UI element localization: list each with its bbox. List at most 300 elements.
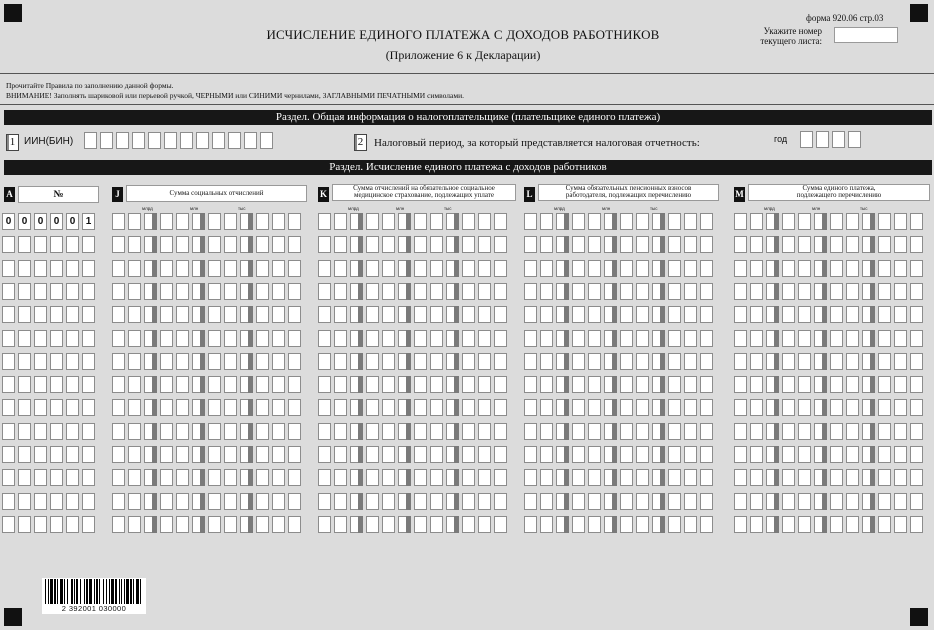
grid-cell-medical[interactable] <box>430 399 443 416</box>
grid-cell-pension[interactable] <box>588 283 601 300</box>
grid-cell-medical[interactable] <box>366 330 379 347</box>
grid-cell-medical[interactable] <box>430 516 443 533</box>
grid-cell-number[interactable] <box>50 330 63 347</box>
grid-cell-social[interactable] <box>112 353 125 370</box>
grid-cell-number[interactable] <box>2 330 15 347</box>
grid-cell-number[interactable]: 0 <box>2 213 15 230</box>
grid-cell-pension[interactable] <box>620 283 633 300</box>
grid-cell-pension[interactable] <box>684 423 697 440</box>
grid-cell-number[interactable] <box>18 399 31 416</box>
grid-cell-medical[interactable] <box>430 306 443 323</box>
grid-cell-medical[interactable] <box>430 493 443 510</box>
grid-cell-pension[interactable] <box>524 469 537 486</box>
grid-cell-social[interactable] <box>288 376 301 393</box>
grid-cell-pension[interactable] <box>684 330 697 347</box>
grid-cell-social[interactable] <box>256 376 269 393</box>
grid-cell-total[interactable] <box>734 353 747 370</box>
grid-cell-medical[interactable] <box>334 306 347 323</box>
grid-cell-medical[interactable] <box>430 423 443 440</box>
grid-cell-total[interactable] <box>782 516 795 533</box>
grid-cell-total[interactable] <box>782 493 795 510</box>
grid-cell-total[interactable] <box>894 306 907 323</box>
grid-cell-pension[interactable] <box>636 353 649 370</box>
grid-cell-social[interactable] <box>128 423 141 440</box>
grid-cell-social[interactable] <box>208 260 221 277</box>
grid-cell-social[interactable] <box>160 493 173 510</box>
grid-cell-number[interactable] <box>18 330 31 347</box>
grid-cell-medical[interactable] <box>366 353 379 370</box>
grid-cell-medical[interactable] <box>414 353 427 370</box>
grid-cell-total[interactable] <box>846 399 859 416</box>
grid-cell-social[interactable] <box>160 423 173 440</box>
grid-cell-medical[interactable] <box>430 469 443 486</box>
grid-cell-social[interactable] <box>176 446 189 463</box>
grid-cell-social[interactable] <box>160 306 173 323</box>
grid-cell-medical[interactable] <box>334 423 347 440</box>
grid-cell-total[interactable] <box>910 516 923 533</box>
grid-cell-total[interactable] <box>846 376 859 393</box>
grid-cell-number[interactable] <box>66 469 79 486</box>
grid-cell-pension[interactable] <box>684 353 697 370</box>
grid-cell-total[interactable] <box>878 260 891 277</box>
grid-cell-total[interactable] <box>894 469 907 486</box>
grid-cell-social[interactable] <box>272 399 285 416</box>
grid-cell-total[interactable] <box>846 353 859 370</box>
grid-cell-number[interactable] <box>66 493 79 510</box>
grid-cell-medical[interactable] <box>478 283 491 300</box>
grid-cell-medical[interactable] <box>462 376 475 393</box>
grid-cell-medical[interactable] <box>478 376 491 393</box>
grid-cell-number[interactable] <box>82 423 95 440</box>
grid-cell-pension[interactable] <box>540 306 553 323</box>
grid-cell-medical[interactable] <box>382 283 395 300</box>
grid-cell-social[interactable] <box>160 213 173 230</box>
grid-cell-total[interactable] <box>798 306 811 323</box>
grid-cell-social[interactable] <box>224 330 237 347</box>
grid-cell-social[interactable] <box>208 330 221 347</box>
grid-cell-social[interactable] <box>176 213 189 230</box>
grid-cell-social[interactable] <box>128 399 141 416</box>
grid-cell-social[interactable] <box>112 376 125 393</box>
grid-cell-social[interactable] <box>176 399 189 416</box>
grid-cell-medical[interactable] <box>366 423 379 440</box>
grid-cell-medical[interactable] <box>318 306 331 323</box>
grid-cell-medical[interactable] <box>430 330 443 347</box>
grid-cell-pension[interactable] <box>524 493 537 510</box>
grid-cell-total[interactable] <box>910 399 923 416</box>
grid-cell-pension[interactable] <box>524 446 537 463</box>
grid-cell-total[interactable] <box>894 236 907 253</box>
grid-cell-total[interactable] <box>894 213 907 230</box>
grid-cell-number[interactable] <box>34 236 47 253</box>
grid-cell-pension[interactable] <box>700 423 713 440</box>
grid-cell-number[interactable] <box>2 399 15 416</box>
grid-cell-pension[interactable] <box>524 213 537 230</box>
grid-cell-social[interactable] <box>160 330 173 347</box>
grid-cell-social[interactable] <box>112 446 125 463</box>
grid-cell-medical[interactable] <box>494 423 507 440</box>
grid-cell-social[interactable] <box>256 423 269 440</box>
grid-cell-social[interactable] <box>128 469 141 486</box>
grid-cell-medical[interactable] <box>478 423 491 440</box>
grid-cell-social[interactable] <box>176 306 189 323</box>
grid-cell-total[interactable] <box>894 330 907 347</box>
grid-cell-total[interactable] <box>894 516 907 533</box>
grid-cell-pension[interactable] <box>572 376 585 393</box>
grid-cell-social[interactable] <box>208 283 221 300</box>
grid-cell-social[interactable] <box>128 376 141 393</box>
grid-cell-total[interactable] <box>830 213 843 230</box>
grid-cell-social[interactable] <box>112 283 125 300</box>
grid-cell-pension[interactable] <box>524 516 537 533</box>
grid-cell-social[interactable] <box>208 399 221 416</box>
grid-cell-number[interactable] <box>82 376 95 393</box>
grid-cell-total[interactable] <box>830 516 843 533</box>
grid-cell-social[interactable] <box>224 306 237 323</box>
grid-cell-social[interactable] <box>272 376 285 393</box>
grid-cell-social[interactable] <box>272 260 285 277</box>
grid-cell-total[interactable] <box>750 330 763 347</box>
grid-cell-total[interactable] <box>878 493 891 510</box>
grid-cell-total[interactable] <box>734 376 747 393</box>
grid-cell-medical[interactable] <box>478 260 491 277</box>
grid-cell-total[interactable] <box>798 516 811 533</box>
grid-cell-medical[interactable] <box>382 260 395 277</box>
grid-cell-social[interactable] <box>256 469 269 486</box>
grid-cell-medical[interactable] <box>414 376 427 393</box>
iin-cell[interactable] <box>100 132 113 149</box>
grid-cell-number[interactable]: 1 <box>82 213 95 230</box>
grid-cell-social[interactable] <box>272 306 285 323</box>
grid-cell-social[interactable] <box>128 306 141 323</box>
grid-cell-medical[interactable] <box>382 516 395 533</box>
grid-cell-social[interactable] <box>176 423 189 440</box>
grid-cell-pension[interactable] <box>540 469 553 486</box>
grid-cell-social[interactable] <box>288 260 301 277</box>
grid-cell-social[interactable] <box>128 213 141 230</box>
grid-cell-social[interactable] <box>272 516 285 533</box>
grid-cell-total[interactable] <box>830 260 843 277</box>
grid-cell-total[interactable] <box>878 283 891 300</box>
grid-cell-social[interactable] <box>176 236 189 253</box>
grid-cell-number[interactable] <box>34 516 47 533</box>
grid-cell-medical[interactable] <box>462 283 475 300</box>
grid-cell-total[interactable] <box>878 399 891 416</box>
grid-cell-medical[interactable] <box>414 306 427 323</box>
grid-cell-medical[interactable] <box>494 236 507 253</box>
grid-cell-number[interactable] <box>34 283 47 300</box>
grid-cell-number[interactable] <box>34 446 47 463</box>
grid-cell-medical[interactable] <box>414 260 427 277</box>
grid-cell-number[interactable] <box>2 493 15 510</box>
grid-cell-medical[interactable] <box>430 446 443 463</box>
grid-cell-pension[interactable] <box>572 399 585 416</box>
grid-cell-pension[interactable] <box>668 306 681 323</box>
grid-cell-total[interactable] <box>750 469 763 486</box>
grid-cell-number[interactable] <box>66 330 79 347</box>
grid-cell-number[interactable] <box>2 423 15 440</box>
grid-cell-number[interactable] <box>18 423 31 440</box>
grid-cell-social[interactable] <box>176 330 189 347</box>
grid-cell-social[interactable] <box>272 330 285 347</box>
grid-cell-pension[interactable] <box>588 306 601 323</box>
grid-cell-pension[interactable] <box>588 493 601 510</box>
grid-cell-number[interactable] <box>82 353 95 370</box>
grid-cell-pension[interactable] <box>588 423 601 440</box>
grid-cell-medical[interactable] <box>366 399 379 416</box>
grid-cell-number[interactable]: 0 <box>18 213 31 230</box>
grid-cell-number[interactable] <box>34 493 47 510</box>
grid-cell-social[interactable] <box>112 399 125 416</box>
grid-cell-pension[interactable] <box>668 493 681 510</box>
grid-cell-social[interactable] <box>208 516 221 533</box>
grid-cell-number[interactable] <box>2 283 15 300</box>
grid-cell-pension[interactable] <box>572 306 585 323</box>
grid-cell-medical[interactable] <box>494 260 507 277</box>
grid-cell-total[interactable] <box>846 213 859 230</box>
grid-cell-total[interactable] <box>878 469 891 486</box>
grid-cell-medical[interactable] <box>382 330 395 347</box>
grid-cell-pension[interactable] <box>540 213 553 230</box>
grid-cell-medical[interactable] <box>318 516 331 533</box>
grid-cell-pension[interactable] <box>636 236 649 253</box>
grid-cell-social[interactable] <box>256 260 269 277</box>
grid-cell-social[interactable] <box>256 493 269 510</box>
grid-cell-total[interactable] <box>750 283 763 300</box>
grid-cell-social[interactable] <box>256 330 269 347</box>
grid-cell-pension[interactable] <box>668 213 681 230</box>
grid-cell-pension[interactable] <box>636 376 649 393</box>
grid-cell-medical[interactable] <box>382 446 395 463</box>
grid-cell-total[interactable] <box>894 260 907 277</box>
grid-cell-number[interactable] <box>66 260 79 277</box>
iin-cell[interactable] <box>228 132 241 149</box>
grid-cell-number[interactable] <box>18 353 31 370</box>
grid-cell-pension[interactable] <box>620 306 633 323</box>
grid-cell-medical[interactable] <box>430 213 443 230</box>
grid-cell-social[interactable] <box>272 236 285 253</box>
grid-cell-social[interactable] <box>256 446 269 463</box>
grid-cell-social[interactable] <box>288 446 301 463</box>
grid-cell-social[interactable] <box>224 236 237 253</box>
grid-cell-number[interactable] <box>82 399 95 416</box>
grid-cell-medical[interactable] <box>318 283 331 300</box>
grid-cell-number[interactable] <box>2 236 15 253</box>
grid-cell-pension[interactable] <box>700 306 713 323</box>
grid-cell-social[interactable] <box>288 399 301 416</box>
grid-cell-pension[interactable] <box>636 283 649 300</box>
grid-cell-medical[interactable] <box>494 399 507 416</box>
grid-cell-social[interactable] <box>176 469 189 486</box>
grid-cell-social[interactable] <box>128 260 141 277</box>
grid-cell-pension[interactable] <box>636 306 649 323</box>
grid-cell-medical[interactable] <box>318 493 331 510</box>
grid-cell-number[interactable] <box>18 469 31 486</box>
grid-cell-medical[interactable] <box>494 330 507 347</box>
grid-cell-medical[interactable] <box>414 399 427 416</box>
grid-cell-medical[interactable] <box>366 469 379 486</box>
grid-cell-pension[interactable] <box>684 399 697 416</box>
grid-cell-pension[interactable] <box>684 376 697 393</box>
grid-cell-social[interactable] <box>288 306 301 323</box>
grid-cell-medical[interactable] <box>494 353 507 370</box>
grid-cell-pension[interactable] <box>620 353 633 370</box>
grid-cell-social[interactable] <box>112 469 125 486</box>
iin-cell[interactable] <box>244 132 257 149</box>
grid-cell-number[interactable] <box>18 446 31 463</box>
grid-cell-total[interactable] <box>894 376 907 393</box>
grid-cell-number[interactable] <box>50 516 63 533</box>
grid-cell-total[interactable] <box>734 446 747 463</box>
grid-cell-number[interactable] <box>82 516 95 533</box>
grid-cell-pension[interactable] <box>540 446 553 463</box>
grid-cell-pension[interactable] <box>620 423 633 440</box>
grid-cell-social[interactable] <box>128 516 141 533</box>
grid-cell-medical[interactable] <box>334 493 347 510</box>
grid-cell-pension[interactable] <box>668 399 681 416</box>
grid-cell-medical[interactable] <box>318 423 331 440</box>
grid-cell-medical[interactable] <box>318 260 331 277</box>
grid-cell-total[interactable] <box>750 260 763 277</box>
grid-cell-medical[interactable] <box>334 446 347 463</box>
grid-cell-social[interactable] <box>176 493 189 510</box>
grid-cell-social[interactable] <box>176 376 189 393</box>
grid-cell-social[interactable] <box>208 353 221 370</box>
grid-cell-social[interactable] <box>176 260 189 277</box>
grid-cell-pension[interactable] <box>684 306 697 323</box>
grid-cell-total[interactable] <box>798 469 811 486</box>
grid-cell-pension[interactable] <box>572 516 585 533</box>
grid-cell-pension[interactable] <box>540 330 553 347</box>
grid-cell-social[interactable] <box>256 516 269 533</box>
grid-cell-medical[interactable] <box>334 260 347 277</box>
grid-cell-total[interactable] <box>782 423 795 440</box>
grid-cell-total[interactable] <box>830 283 843 300</box>
grid-cell-pension[interactable] <box>524 423 537 440</box>
grid-cell-medical[interactable] <box>494 516 507 533</box>
grid-cell-pension[interactable] <box>668 516 681 533</box>
grid-cell-pension[interactable] <box>636 516 649 533</box>
grid-cell-social[interactable] <box>288 423 301 440</box>
grid-cell-total[interactable] <box>734 423 747 440</box>
grid-cell-pension[interactable] <box>684 283 697 300</box>
year-cell[interactable] <box>848 131 861 148</box>
grid-cell-total[interactable] <box>734 330 747 347</box>
grid-cell-total[interactable] <box>750 423 763 440</box>
grid-cell-pension[interactable] <box>572 260 585 277</box>
grid-cell-social[interactable] <box>256 283 269 300</box>
grid-cell-pension[interactable] <box>700 446 713 463</box>
grid-cell-social[interactable] <box>224 213 237 230</box>
grid-cell-total[interactable] <box>734 399 747 416</box>
iin-cell[interactable] <box>180 132 193 149</box>
grid-cell-social[interactable] <box>160 353 173 370</box>
grid-cell-total[interactable] <box>846 423 859 440</box>
grid-cell-social[interactable] <box>208 423 221 440</box>
grid-cell-total[interactable] <box>782 446 795 463</box>
grid-cell-number[interactable] <box>34 330 47 347</box>
grid-cell-pension[interactable] <box>524 236 537 253</box>
grid-cell-social[interactable] <box>272 353 285 370</box>
grid-cell-medical[interactable] <box>382 423 395 440</box>
grid-cell-social[interactable] <box>272 469 285 486</box>
grid-cell-total[interactable] <box>846 469 859 486</box>
grid-cell-pension[interactable] <box>700 493 713 510</box>
grid-cell-number[interactable] <box>82 446 95 463</box>
grid-cell-medical[interactable] <box>334 469 347 486</box>
grid-cell-medical[interactable] <box>366 283 379 300</box>
grid-cell-social[interactable] <box>208 446 221 463</box>
grid-cell-number[interactable] <box>82 260 95 277</box>
grid-cell-pension[interactable] <box>700 260 713 277</box>
grid-cell-social[interactable] <box>160 469 173 486</box>
grid-cell-pension[interactable] <box>700 516 713 533</box>
grid-cell-medical[interactable] <box>318 330 331 347</box>
grid-cell-social[interactable] <box>288 236 301 253</box>
grid-cell-pension[interactable] <box>524 376 537 393</box>
iin-cell[interactable] <box>260 132 273 149</box>
grid-cell-total[interactable] <box>846 330 859 347</box>
grid-cell-number[interactable] <box>18 493 31 510</box>
grid-cell-pension[interactable] <box>700 399 713 416</box>
grid-cell-medical[interactable] <box>334 399 347 416</box>
grid-cell-total[interactable] <box>894 353 907 370</box>
grid-cell-medical[interactable] <box>494 213 507 230</box>
grid-cell-total[interactable] <box>782 213 795 230</box>
grid-cell-medical[interactable] <box>318 353 331 370</box>
grid-cell-pension[interactable] <box>540 516 553 533</box>
grid-cell-total[interactable] <box>750 376 763 393</box>
year-cell[interactable] <box>832 131 845 148</box>
grid-cell-number[interactable]: 0 <box>50 213 63 230</box>
grid-cell-medical[interactable] <box>462 306 475 323</box>
grid-cell-pension[interactable] <box>700 376 713 393</box>
grid-cell-social[interactable] <box>160 376 173 393</box>
grid-cell-medical[interactable] <box>318 446 331 463</box>
grid-cell-pension[interactable] <box>668 260 681 277</box>
grid-cell-pension[interactable] <box>620 260 633 277</box>
grid-cell-number[interactable] <box>50 376 63 393</box>
grid-cell-medical[interactable] <box>334 283 347 300</box>
grid-cell-total[interactable] <box>846 236 859 253</box>
grid-cell-total[interactable] <box>782 399 795 416</box>
grid-cell-social[interactable] <box>128 236 141 253</box>
grid-cell-pension[interactable] <box>588 399 601 416</box>
grid-cell-medical[interactable] <box>366 446 379 463</box>
grid-cell-social[interactable] <box>224 516 237 533</box>
grid-cell-pension[interactable] <box>700 330 713 347</box>
grid-cell-social[interactable] <box>272 493 285 510</box>
grid-cell-total[interactable] <box>750 213 763 230</box>
grid-cell-number[interactable] <box>50 260 63 277</box>
grid-cell-total[interactable] <box>750 516 763 533</box>
grid-cell-total[interactable] <box>878 516 891 533</box>
grid-cell-number[interactable] <box>82 330 95 347</box>
grid-cell-pension[interactable] <box>636 469 649 486</box>
grid-cell-social[interactable] <box>256 306 269 323</box>
grid-cell-pension[interactable] <box>588 330 601 347</box>
grid-cell-pension[interactable] <box>572 446 585 463</box>
grid-cell-medical[interactable] <box>494 469 507 486</box>
grid-cell-medical[interactable] <box>366 516 379 533</box>
grid-cell-pension[interactable] <box>668 446 681 463</box>
grid-cell-social[interactable] <box>272 423 285 440</box>
grid-cell-number[interactable] <box>34 376 47 393</box>
grid-cell-pension[interactable] <box>700 213 713 230</box>
grid-cell-number[interactable] <box>66 516 79 533</box>
grid-cell-medical[interactable] <box>318 236 331 253</box>
grid-cell-total[interactable] <box>782 283 795 300</box>
